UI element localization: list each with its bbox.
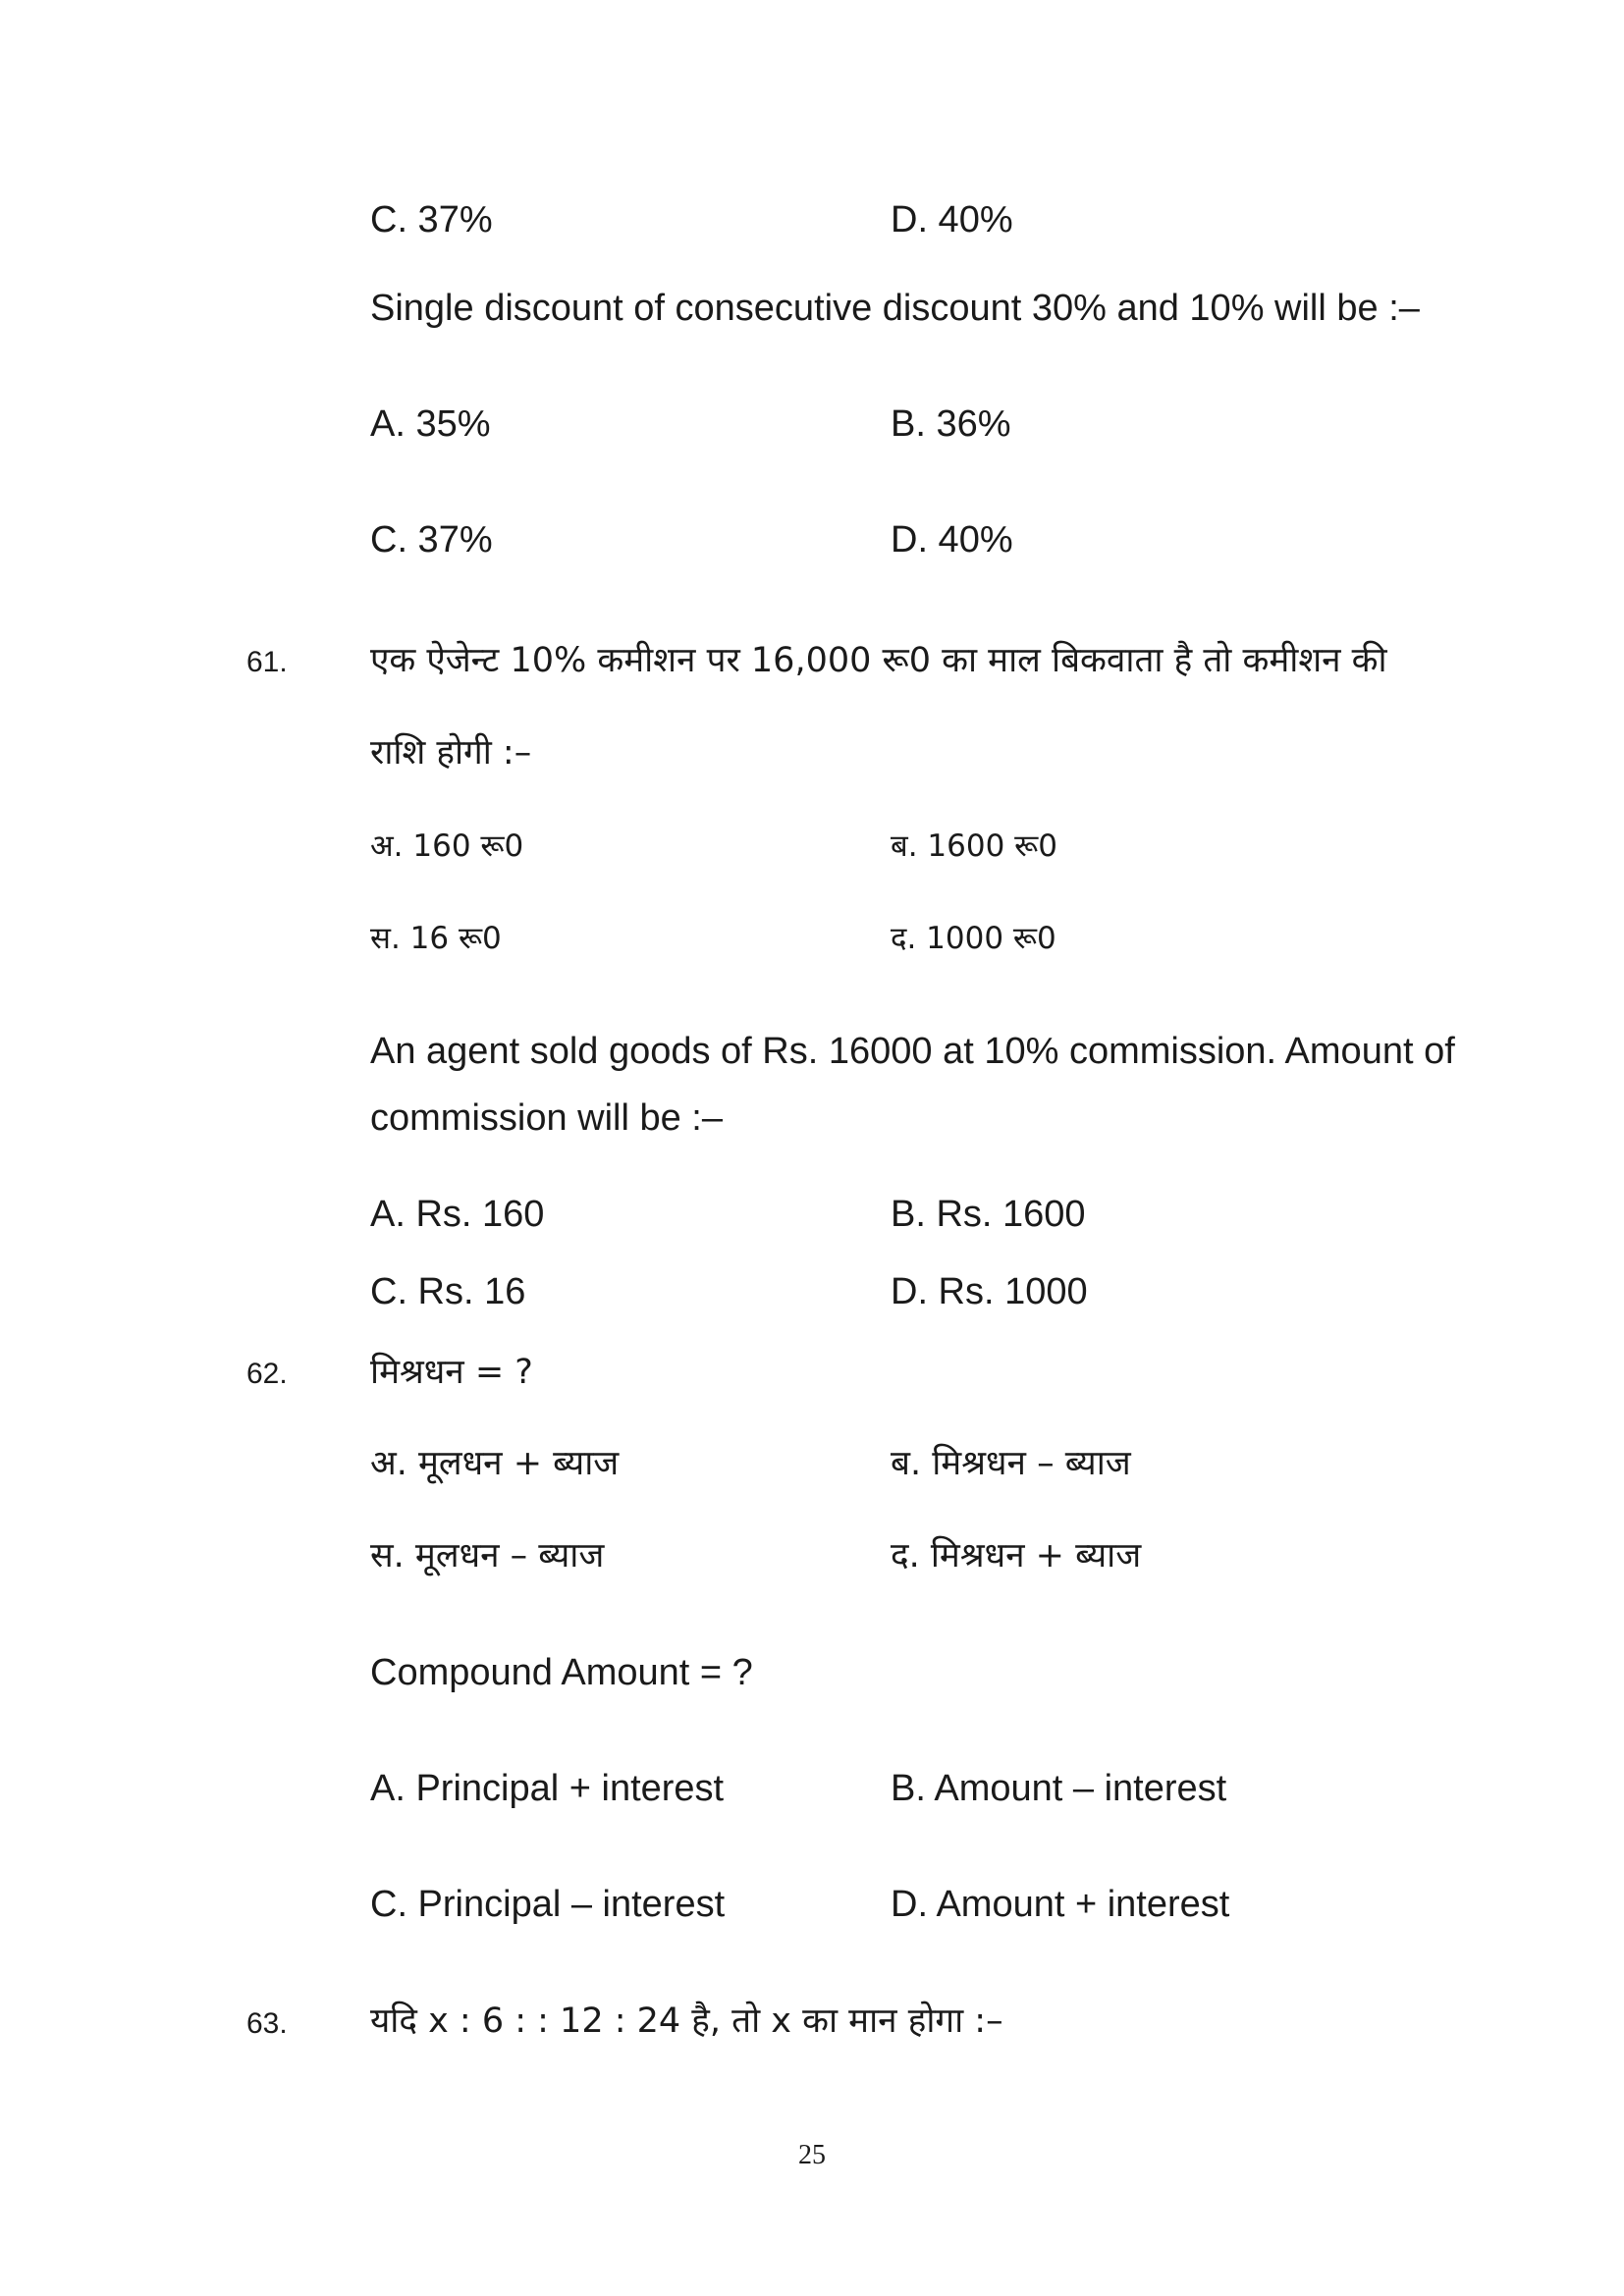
option-d: D. Amount + interest xyxy=(891,1884,1230,1925)
question-text-hi: यदि x : 6 : : 12 : 24 है, तो x का मान होगा :– xyxy=(370,2002,1003,2041)
option-a-hi: अ. मूलधन + ब्याज xyxy=(370,1444,620,1483)
question-number: 61. xyxy=(246,646,288,678)
option-b: B. 36% xyxy=(891,403,1011,445)
option-c-hi: स. 16 रू0 xyxy=(370,921,502,956)
option-c: C. Rs. 16 xyxy=(370,1271,526,1312)
option-b-hi: ब. 1600 रू0 xyxy=(891,828,1057,864)
option-c: C. Principal – interest xyxy=(370,1884,726,1925)
question-number: 62. xyxy=(246,1358,288,1390)
option-a: A. 35% xyxy=(370,403,491,445)
option-b: B. Amount – interest xyxy=(891,1768,1227,1809)
option-d: D. Rs. 1000 xyxy=(891,1271,1088,1312)
option-a: A. Principal + interest xyxy=(370,1768,725,1809)
question-text-en: An agent sold goods of Rs. 16000 at 10% commission. Amount of xyxy=(370,1031,1455,1072)
option-a-hi: अ. 160 रू0 xyxy=(370,828,524,864)
question-text-en-cont: commission will be :– xyxy=(370,1097,723,1139)
option-c: C. 37% xyxy=(370,199,493,240)
question-text-hi-cont: राशि होगी :– xyxy=(370,733,532,773)
option-d-hi: द. 1000 रू0 xyxy=(891,921,1056,956)
page-number: 25 xyxy=(798,2140,826,2170)
option-c: C. 37% xyxy=(370,519,493,561)
question-text-en: Single discount of consecutive discount 30% and 10% will be :– xyxy=(370,288,1420,329)
question-text-en: Compound Amount = ? xyxy=(370,1652,753,1693)
option-b: B. Rs. 1600 xyxy=(891,1194,1086,1235)
option-d-hi: द. मिश्रधन + ब्याज xyxy=(891,1536,1142,1575)
option-c-hi: स. मूलधन – ब्याज xyxy=(370,1536,605,1575)
option-d: D. 40% xyxy=(891,519,1013,561)
question-number: 63. xyxy=(246,2007,288,2040)
option-d: D. 40% xyxy=(891,199,1013,240)
option-b-hi: ब. मिश्रधन – ब्याज xyxy=(891,1444,1131,1483)
option-a: A. Rs. 160 xyxy=(370,1194,545,1235)
question-text-hi: एक ऐजेन्ट 10% कमीशन पर 16,000 रू0 का माल बिकवाता है तो कमीशन की xyxy=(370,641,1387,680)
question-text-hi: मिश्रधन = ? xyxy=(370,1353,533,1392)
